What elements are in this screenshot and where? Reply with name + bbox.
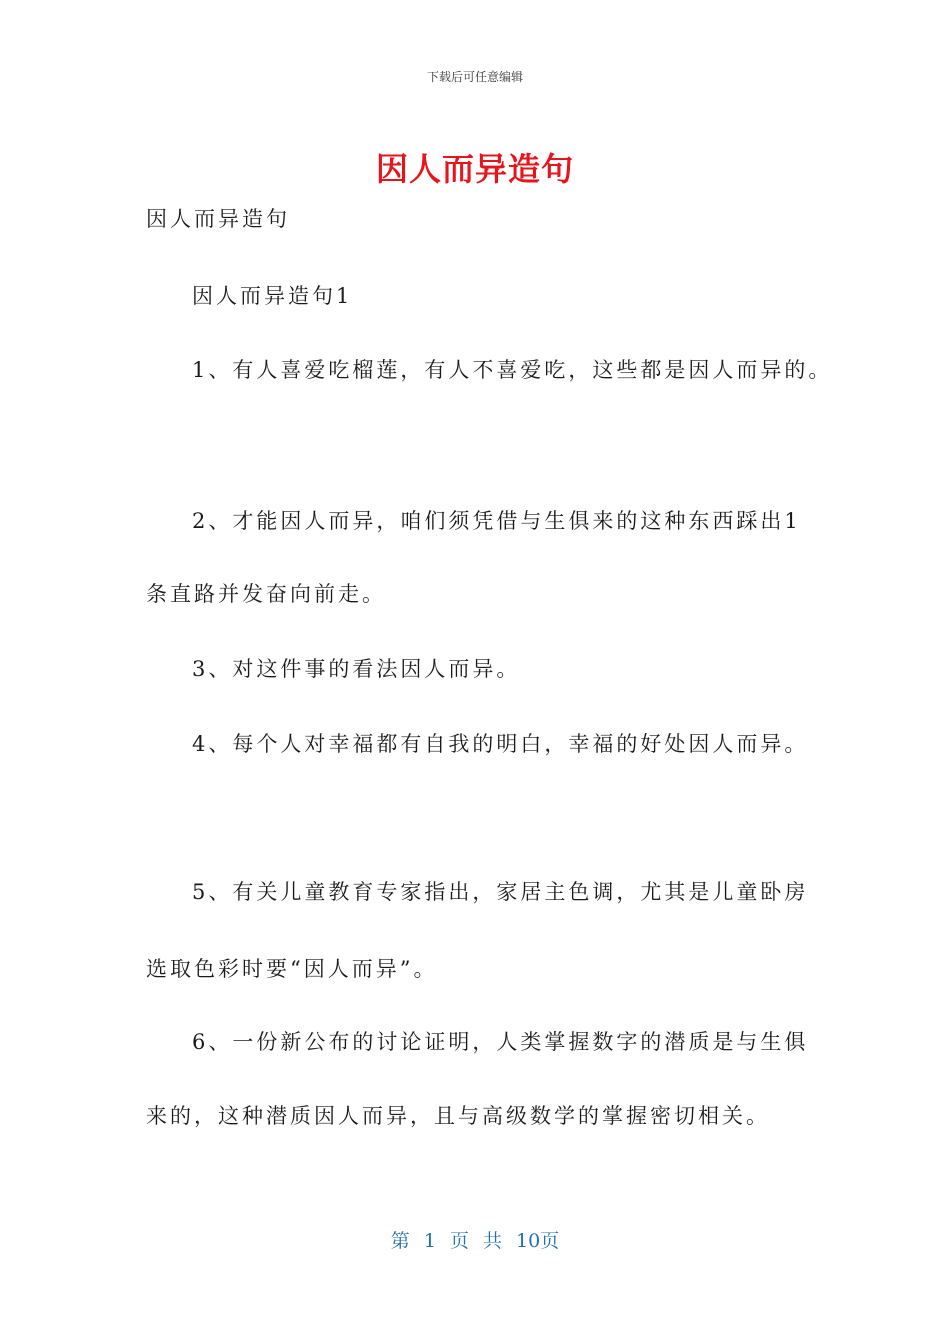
page-footer: 第 1 页 共 10页 (390, 1230, 560, 1252)
header-note: 下载后可任意编辑 (426, 70, 523, 84)
sentence-6-line-1: 6、一份新公布的讨论证明，人类掌握数字的潜质是与生俱 (192, 1030, 809, 1054)
sentence-4: 4、每个人对幸福都有自我的明白，幸福的好处因人而异。 (192, 732, 809, 756)
sentence-5-line-2: 选取色彩时要“因人而异”。 (146, 957, 438, 981)
sentence-3: 3、对这件事的看法因人而异。 (192, 657, 521, 681)
section-heading: 因人而异造句1 (192, 284, 353, 308)
sentence-2-line-2: 条直路并发奋向前走。 (146, 582, 386, 606)
document-title: 因人而异造句 (375, 150, 574, 188)
sentence-1: 1、有人喜爱吃榴莲，有人不喜爱吃，这些都是因人而异的。 (192, 358, 833, 382)
sentence-6-line-2: 来的，这种潜质因人而异，且与高级数学的掌握密切相关。 (146, 1104, 770, 1128)
document-subtitle: 因人而异造句 (146, 207, 290, 231)
sentence-5-line-1: 5、有关儿童教育专家指出，家居主色调，尤其是儿童卧房 (192, 880, 809, 904)
sentence-2-line-1: 2、才能因人而异，咱们须凭借与生俱来的这种东西踩出1 (192, 509, 801, 533)
